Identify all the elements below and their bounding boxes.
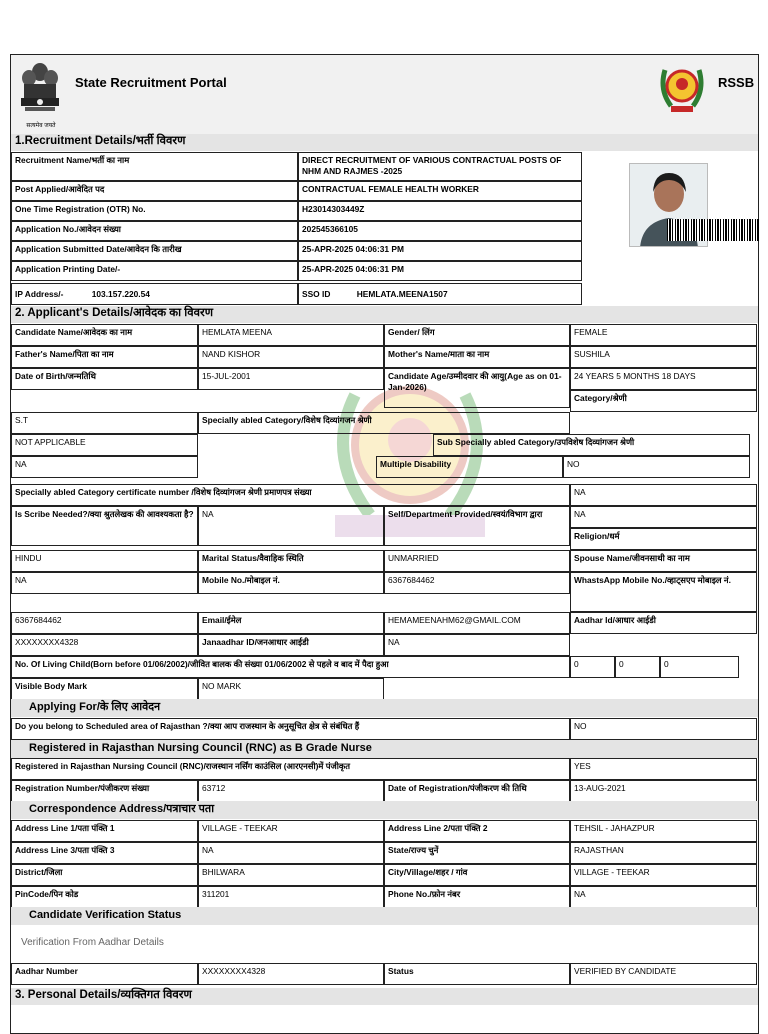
sub-specially-abled-value: NA bbox=[11, 456, 198, 478]
state-label: State/राज्य चुनें bbox=[384, 842, 570, 864]
living-children-value-2: 0 bbox=[615, 656, 660, 678]
application-no-label: Application No./आवेदन संख्या bbox=[11, 221, 298, 241]
recruitment-name-value: DIRECT RECRUITMENT OF VARIOUS CONTRACTUAL POSTS OF NHM AND RAJMES -2025 bbox=[298, 152, 582, 181]
address-line-3-value: NA bbox=[198, 842, 384, 864]
section-correspondence-header: Correspondence Address/पत्राचार पता bbox=[11, 801, 758, 819]
whatsapp-label: WhastsApp Mobile No./व्हाट्सएप मोबाइल नं. bbox=[570, 572, 757, 612]
ip-label: IP Address/- bbox=[15, 289, 64, 299]
body-mark-value: NO MARK bbox=[198, 678, 384, 700]
living-children-value-3: 0 bbox=[660, 656, 739, 678]
aadhar-number-value: XXXXXXXX4328 bbox=[198, 963, 384, 985]
portal-title: State Recruitment Portal bbox=[75, 75, 227, 90]
spouse-name-label: Spouse Name/जीवनसाथी का नाम bbox=[570, 550, 757, 572]
printing-date-label: Application Printing Date/- bbox=[11, 261, 298, 281]
certificate-number-label: Specially abled Category certificate number /विशेष दिव्यांगजन श्रेणी प्रमाणपत्र संख्या bbox=[11, 484, 570, 506]
gender-label: Gender/ लिंग bbox=[384, 324, 570, 346]
marital-status-label: Marital Status/वैवाहिक स्थिति bbox=[198, 550, 384, 572]
religion-value: HINDU bbox=[11, 550, 198, 572]
address-line-1-label: Address Line 1/पता पंक्ति 1 bbox=[11, 820, 198, 842]
mobile-value: 6367684462 bbox=[384, 572, 570, 594]
age-label: Candidate Age/उम्मीदवार की आयु(Age as on 01-Jan-2026) bbox=[384, 368, 570, 408]
mother-name-label: Mother's Name/माता का नाम bbox=[384, 346, 570, 368]
aadhar-id-value: XXXXXXXX4328 bbox=[11, 634, 198, 656]
sso-label: SSO ID bbox=[302, 289, 331, 299]
registration-date-label: Date of Registration/पंजीकरण की तिथि bbox=[384, 780, 570, 802]
city-village-value: VILLAGE - TEEKAR bbox=[570, 864, 757, 886]
candidate-name-label: Candidate Name/आवेदक का नाम bbox=[11, 324, 198, 346]
mother-name-value: SUSHILA bbox=[570, 346, 757, 368]
sub-specially-abled-label: Sub Specially abled Category/उपविशेष दिव्यांगजन श्रेणी bbox=[433, 434, 750, 456]
address-line-2-value: TEHSIL - JAHAZPUR bbox=[570, 820, 757, 842]
scribe-needed-label: Is Scribe Needed?/क्या श्रुतलेखक की आवश्यकता है? bbox=[11, 506, 198, 546]
address-line-1-value: VILLAGE - TEEKAR bbox=[198, 820, 384, 842]
state-value: RAJASTHAN bbox=[570, 842, 757, 864]
whatsapp-value: 6367684462 bbox=[11, 612, 198, 634]
dob-label: Date of Birth/जन्मतिथि bbox=[11, 368, 198, 390]
section-personal-header: 3. Personal Details/व्यक्तिगत विवरण bbox=[11, 988, 758, 1005]
aadhar-id-label: Aadhar Id/आधार आईडी bbox=[570, 612, 757, 634]
section-verification-header: Candidate Verification Status bbox=[11, 907, 758, 925]
otr-value: H23014303449Z bbox=[298, 201, 582, 221]
address-line-2-label: Address Line 2/पता पंक्ति 2 bbox=[384, 820, 570, 842]
email-value: HEMAMEENAHM62@GMAIL.COM bbox=[384, 612, 570, 634]
specially-abled-label: Specially abled Category/विशेष दिव्यांगजन श्रेणी bbox=[198, 412, 570, 434]
state-emblem-icon bbox=[16, 58, 64, 130]
pincode-value: 311201 bbox=[198, 886, 384, 908]
spouse-name-value: NA bbox=[11, 572, 198, 594]
ip-value: 103.157.220.54 bbox=[91, 289, 150, 299]
submitted-date-value: 25-APR-2025 04:06:31 PM bbox=[298, 241, 582, 261]
specially-abled-value: NOT APPLICABLE bbox=[11, 434, 198, 456]
self-department-value: NA bbox=[570, 506, 757, 528]
certificate-number-value: NA bbox=[570, 484, 757, 506]
marital-status-value: UNMARRIED bbox=[384, 550, 570, 572]
recruitment-name-label: Recruitment Name/भर्ती का नाम bbox=[11, 152, 298, 181]
post-applied-value: CONTRACTUAL FEMALE HEALTH WORKER bbox=[298, 181, 582, 201]
dob-value: 15-JUL-2001 bbox=[198, 368, 384, 390]
phone-label: Phone No./फ़ोन नंबर bbox=[384, 886, 570, 908]
janaadhar-value: NA bbox=[384, 634, 570, 656]
header-band bbox=[11, 55, 758, 134]
rssb-logo-icon bbox=[657, 60, 707, 116]
age-value: 24 YEARS 5 MONTHS 18 DAYS bbox=[570, 368, 757, 390]
religion-label: Religion/धर्म bbox=[570, 528, 757, 550]
candidate-name-value: HEMLATA MEENA bbox=[198, 324, 384, 346]
address-line-3-label: Address Line 3/पता पंक्ति 3 bbox=[11, 842, 198, 864]
pincode-label: PinCode/पिन कोड bbox=[11, 886, 198, 908]
verification-note: Verification From Aadhar Details bbox=[21, 937, 164, 948]
emblem-motto: सत्यमेव जयते bbox=[26, 123, 56, 129]
mobile-label: Mobile No./मोबाइल नं. bbox=[198, 572, 384, 594]
submitted-date-label: Application Submitted Date/आवेदन कि तारीख bbox=[11, 241, 298, 261]
application-no-value: 202545366105 bbox=[298, 221, 582, 241]
rnc-registered-label: Registered in Rajasthan Nursing Council (RNC)/राजस्थान नर्सिंग काउंसिल (आरएनसी)में पंजीकृत bbox=[11, 758, 570, 780]
phone-value: NA bbox=[570, 886, 757, 908]
section-applicant-header: 2. Applicant's Details/आवेदक का विवरण bbox=[11, 306, 758, 323]
section-recruitment-header: 1.Recruitment Details/भर्ती विवरण bbox=[11, 134, 758, 151]
district-value: BHILWARA bbox=[198, 864, 384, 886]
body-mark-label: Visible Body Mark bbox=[11, 678, 198, 700]
sso-row bbox=[298, 283, 582, 305]
aadhar-number-label: Aadhar Number bbox=[11, 963, 198, 985]
self-department-label: Self/Department Provided/स्वयं/विभाग द्वारा bbox=[384, 506, 570, 546]
registration-date-value: 13-AUG-2021 bbox=[570, 780, 757, 802]
category-value: S.T bbox=[11, 412, 198, 434]
section-applying-for-header: Applying For/के लिए आवेदन bbox=[11, 699, 758, 717]
verification-status-value: VERIFIED BY CANDIDATE bbox=[570, 963, 757, 985]
sso-value: HEMLATA.MEENA1507 bbox=[356, 289, 448, 299]
org-short-name: RSSB bbox=[718, 75, 755, 90]
living-children-label: No. Of Living Child(Born before 01/06/2002)/जीवित बालक की संख्या 01/06/2002 से पहले व बाद में पैदा हुआ bbox=[11, 656, 570, 678]
gender-value: FEMALE bbox=[570, 324, 757, 346]
father-name-value: NAND KISHOR bbox=[198, 346, 384, 368]
post-applied-label: Post Applied/आवेदित पद bbox=[11, 181, 298, 201]
printing-date-value: 25-APR-2025 04:06:31 PM bbox=[298, 261, 582, 281]
district-label: District/जिला bbox=[11, 864, 198, 886]
scheduled-area-label: Do you belong to Scheduled area of Rajasthan ?/क्या आप राजस्थान के अनुसूचित क्षेत्र से संबंधित हैं bbox=[11, 718, 570, 740]
multiple-disability-value: NO bbox=[563, 456, 750, 478]
registration-number-value: 63712 bbox=[198, 780, 384, 802]
city-village-label: City/Village/शहर / गांव bbox=[384, 864, 570, 886]
father-name-label: Father's Name/पिता का नाम bbox=[11, 346, 198, 368]
registration-number-label: Registration Number/पंजीकरण संख्या bbox=[11, 780, 198, 802]
section-rnc-header: Registered in Rajasthan Nursing Council (RNC) as B Grade Nurse bbox=[11, 740, 758, 758]
scheduled-area-value: NO bbox=[570, 718, 757, 740]
otr-label: One Time Registration (OTR) No. bbox=[11, 201, 298, 221]
rnc-registered-value: YES bbox=[570, 758, 757, 780]
ip-row bbox=[11, 283, 298, 305]
barcode-icon bbox=[667, 219, 759, 241]
living-children-value-1: 0 bbox=[570, 656, 615, 678]
scribe-needed-value: NA bbox=[198, 506, 384, 546]
janaadhar-label: Janaadhar ID/जनआधार आईडी bbox=[198, 634, 384, 656]
multiple-disability-label: Multiple Disability bbox=[376, 456, 563, 478]
category-label: Category/श्रेणी bbox=[570, 390, 757, 412]
email-label: Email/ईमेल bbox=[198, 612, 384, 634]
verification-status-label: Status bbox=[384, 963, 570, 985]
